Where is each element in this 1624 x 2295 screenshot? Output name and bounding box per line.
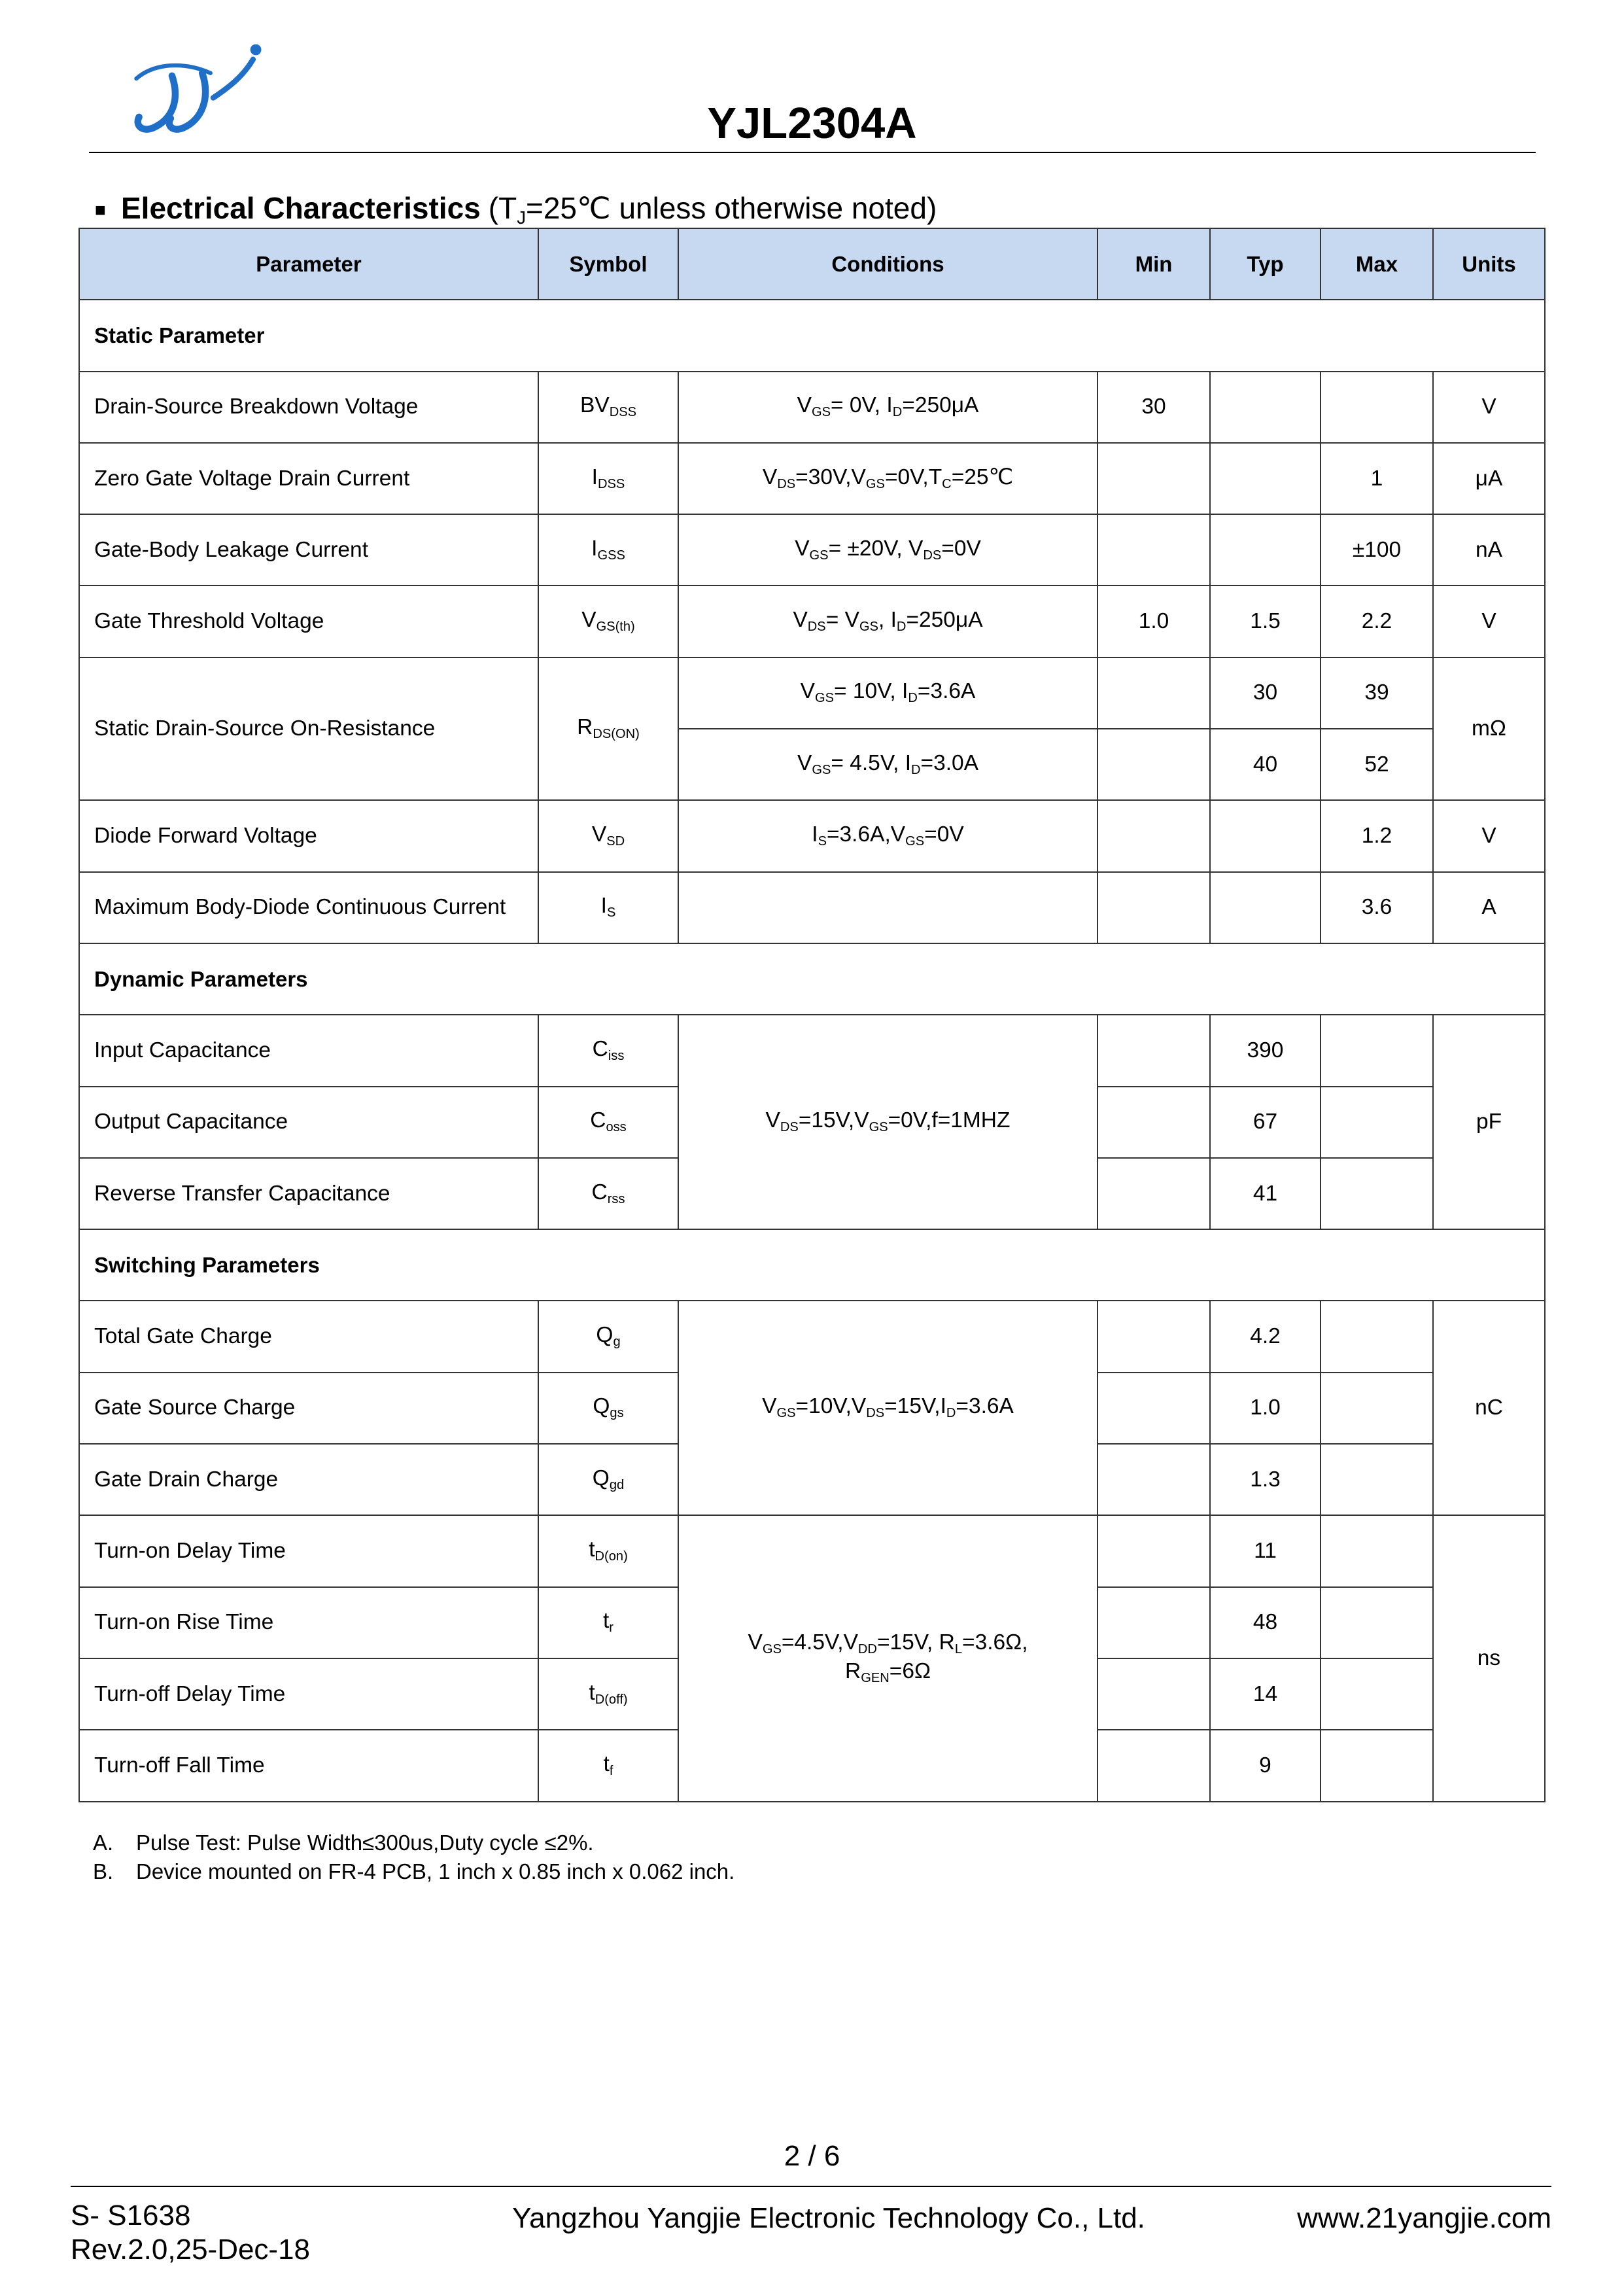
text-line [684,464,1092,493]
typ-cell: 1.5 [1210,586,1321,657]
min-cell [1097,657,1210,729]
text-segment: =3.0A [920,750,979,775]
text-segment: = 0V, I [831,393,893,418]
max-cell [1321,1158,1433,1229]
text-segment: =250μA [902,393,979,418]
subscript-text: DS [807,620,826,635]
text-segment: C [592,1036,608,1061]
text-segment: = V [825,608,859,633]
subscript-text: gd [609,1477,625,1492]
heading-title: Electrical Characteristics [121,191,481,225]
symbol-cell [538,800,678,871]
text-segment: V [762,464,778,489]
text-segment: =3.6A [917,679,976,704]
parameter-cell: Turn-on Rise Time [79,1587,538,1658]
text-segment: =15V, R [876,1630,955,1655]
typ-cell [1210,443,1321,514]
subscript-text: GS(th) [596,620,635,635]
symbol-cell [538,1658,678,1730]
table-row [79,1015,1545,1086]
text-line [684,536,1092,565]
text-segment: =25℃ [951,464,1014,489]
typ-cell [1210,872,1321,943]
symbol-cell [538,1373,678,1444]
max-cell [1321,1015,1433,1086]
symbol-cell [538,372,678,443]
page-number: 2 / 6 [784,2140,840,2172]
units-cell: mΩ [1433,657,1545,801]
text-segment: BV [579,393,610,418]
parameter-cell: Turn-on Delay Time [79,1515,538,1586]
conditions-cell [678,1515,1097,1801]
text-segment: =3.6A,V [826,822,906,847]
text-segment: =15V,V [798,1108,869,1133]
symbol-cell [538,1730,678,1801]
min-cell: 1.0 [1097,586,1210,657]
text-segment: I [591,464,598,489]
parameter-cell: Gate Source Charge [79,1373,538,1444]
subscript-text: L [954,1641,963,1656]
units-cell: V [1433,372,1545,443]
text-segment: V [795,536,810,561]
footnote-b [93,1857,734,1886]
max-cell [1321,1515,1433,1586]
typ-cell [1210,372,1321,443]
conditions-cell [678,1015,1097,1229]
subscript-text: gs [610,1406,624,1421]
subscript-text: C [942,476,952,491]
units-cell: μA [1433,443,1545,514]
min-cell [1097,1373,1210,1444]
max-cell: 39 [1321,657,1433,729]
conditions-cell [678,372,1097,443]
text-segment: C [591,1180,608,1204]
text-line [684,678,1092,707]
text-line [684,1393,1092,1422]
symbol-cell [538,443,678,514]
typ-cell: 41 [1210,1158,1321,1229]
section-title: Switching Parameters [79,1229,1545,1301]
text-segment: R [577,715,593,740]
section-title: Dynamic Parameters [79,943,1545,1015]
text-segment: =3.6A [956,1394,1014,1419]
subscript-text: GS [859,620,878,635]
text-line [684,822,1092,850]
text-segment: , I [878,608,897,633]
symbol-cell [538,1444,678,1515]
table-row [79,443,1545,514]
max-cell: 52 [1321,729,1433,800]
units-cell: V [1433,586,1545,657]
text-segment: Q [596,1323,613,1348]
symbol-cell [538,1158,678,1229]
section-title-row [79,1229,1545,1301]
typ-cell: 40 [1210,729,1321,800]
text-segment: =10V,V [795,1394,867,1419]
typ-cell: 48 [1210,1587,1321,1658]
subscript-text: GS [865,476,885,491]
min-cell [1097,872,1210,943]
parameter-cell: Turn-off Fall Time [79,1730,538,1801]
table-row [79,1515,1545,1586]
text-segment: I [812,822,818,847]
typ-cell: 30 [1210,657,1321,729]
text-segment: t [589,1680,595,1705]
typ-cell: 4.2 [1210,1301,1321,1372]
text-segment: V [797,393,812,418]
units-cell: nA [1433,514,1545,586]
text-segment: =0V,T [884,464,942,489]
text-segment: =4.5V,V [781,1630,858,1655]
typ-cell: 1.3 [1210,1444,1321,1515]
min-cell [1097,1587,1210,1658]
text-segment: =15V,I [884,1394,946,1419]
text-segment: V [748,1630,763,1655]
symbol-cell [538,1515,678,1586]
conditions-cell [678,443,1097,514]
text-segment: Q [593,1394,610,1419]
max-cell [1321,1301,1433,1372]
subscript-text: GS [809,548,829,563]
text-segment: =25℃ unless otherwise noted) [525,191,937,225]
subscript-text: SD [606,834,625,849]
subscript-text: GS [762,1641,782,1656]
footer-company-name: Yangzhou Yangjie Electronic Technology Co., Ltd. [512,2202,1145,2234]
min-cell [1097,1444,1210,1515]
subscript-text: D(off) [595,1692,628,1707]
text-segment: t [603,1751,610,1776]
text-segment: (T [488,191,517,225]
typ-cell: 390 [1210,1015,1321,1086]
parameter-cell: Zero Gate Voltage Drain Current [79,443,538,514]
max-cell: 2.2 [1321,586,1433,657]
footnote-text: Device mounted on FR-4 PCB, 1 inch x 0.85 inch x 0.062 inch. [136,1859,735,1883]
subscript-text: DSS [597,476,625,491]
text-line [684,607,1092,636]
subscript-text: DS [777,476,796,491]
footer-divider [71,2186,1551,2187]
subscript-text: D [896,620,907,635]
text-segment: = ±20V, V [828,536,924,561]
electrical-characteristics-table [78,228,1546,1802]
subscript-text: J [517,207,526,228]
text-segment: C [590,1108,606,1133]
min-cell [1097,1015,1210,1086]
min-cell [1097,1658,1210,1730]
document-title: YJL2304A [707,99,917,148]
subscript-text: GS [811,405,831,420]
footer-website: www.21yangjie.com [1297,2202,1551,2234]
text-segment: V [797,750,812,775]
subscript-text: oss [606,1120,627,1135]
subscript-text: f [609,1763,613,1778]
subscript-text: DS [780,1120,799,1135]
typ-cell: 14 [1210,1658,1321,1730]
subscript-text: r [609,1621,613,1636]
min-cell [1097,1087,1210,1158]
table-row [79,514,1545,586]
subscript-text: D [892,405,903,420]
parameter-cell: Maximum Body-Diode Continuous Current [79,872,538,943]
footer-revision: Rev.2.0,25-Dec-18 [71,2234,311,2266]
parameter-cell: Gate-Body Leakage Current [79,514,538,586]
conditions-cell [678,514,1097,586]
subscript-text: DS [866,1406,885,1421]
symbol-cell [538,514,678,586]
typ-cell [1210,800,1321,871]
typ-cell: 9 [1210,1730,1321,1801]
max-cell [1321,1444,1433,1515]
text-segment: =250μA [906,608,983,633]
heading-condition-note [488,191,937,228]
column-header-units: Units [1433,228,1545,300]
text-line [684,750,1092,779]
symbol-cell [538,1015,678,1086]
parameter-cell: Gate Drain Charge [79,1444,538,1515]
parameter-cell: Turn-off Delay Time [79,1658,538,1730]
subscript-text: g [613,1335,621,1350]
text-line [684,1630,1092,1658]
min-cell [1097,1515,1210,1586]
units-cell: nC [1433,1301,1545,1515]
text-segment: t [589,1537,595,1562]
subscript-text: iss [608,1048,625,1063]
subscript-text: D [908,691,918,706]
min-cell [1097,514,1210,586]
symbol-cell [538,1587,678,1658]
max-cell [1321,1087,1433,1158]
text-segment: t [602,1609,610,1634]
subscript-text: GS [869,1120,888,1135]
table-body [79,300,1545,1801]
text-segment: V [762,1394,777,1419]
subscript-text: DS(ON) [593,727,640,742]
table-row [79,1301,1545,1372]
min-cell: 30 [1097,372,1210,443]
text-segment: =0V [941,536,981,561]
max-cell: 1 [1321,443,1433,514]
table-row [79,372,1545,443]
units-cell: V [1433,800,1545,871]
parameter-cell: Gate Threshold Voltage [79,586,538,657]
symbol-cell [538,586,678,657]
column-header-min: Min [1097,228,1210,300]
max-cell: 3.6 [1321,872,1433,943]
text-segment: V [793,608,808,633]
subscript-text: GEN [861,1670,890,1685]
subscript-text: DS [923,548,942,563]
subscript-text: DD [857,1641,877,1656]
subscript-text: S [606,905,616,920]
conditions-cell [678,586,1097,657]
parameter-cell: Output Capacitance [79,1087,538,1158]
min-cell [1097,1301,1210,1372]
subscript-text: D [946,1406,956,1421]
text-segment: V [765,1108,780,1133]
table-row [79,800,1545,871]
text-segment: Q [592,1465,610,1490]
text-line [684,1108,1092,1136]
header-divider [89,152,1536,153]
conditions-cell [678,1301,1097,1515]
max-cell [1321,1730,1433,1801]
text-segment: =0V [924,822,964,847]
subscript-text: GSS [597,548,625,563]
table-row [79,657,1545,729]
logo-right-swoosh [213,60,253,98]
symbol-cell [538,872,678,943]
table-header [79,228,1545,300]
text-segment: V [581,608,596,633]
subscript-text: GS [776,1406,796,1421]
max-cell [1321,372,1433,443]
text-line [684,393,1092,421]
typ-cell: 67 [1210,1087,1321,1158]
subscript-text: rss [607,1191,625,1206]
column-header-conditions: Conditions [678,228,1097,300]
parameter-cell: Diode Forward Voltage [79,800,538,871]
table-header-row [79,228,1545,300]
max-cell [1321,1587,1433,1658]
column-header-parameter: Parameter [79,228,538,300]
text-segment: V [800,679,815,704]
section-title: Static Parameter [79,300,1545,371]
min-cell [1097,800,1210,871]
text-segment: =0V,f=1MHZ [888,1108,1011,1133]
text-segment: =30V,V [795,464,866,489]
conditions-cell [678,872,1097,943]
text-segment: V [591,822,607,847]
typ-cell: 11 [1210,1515,1321,1586]
max-cell [1321,1373,1433,1444]
text-line [684,1658,1092,1687]
parameter-cell: Reverse Transfer Capacitance [79,1158,538,1229]
units-cell: ns [1433,1515,1545,1801]
column-header-typ: Typ [1210,228,1321,300]
max-cell [1321,1658,1433,1730]
text-segment: =3.6Ω, [962,1630,1028,1655]
typ-cell: 1.0 [1210,1373,1321,1444]
symbol-cell [538,1301,678,1372]
parameter-cell: Total Gate Charge [79,1301,538,1372]
min-cell [1097,729,1210,800]
symbol-cell [538,657,678,801]
text-segment: = 10V, I [834,679,908,704]
column-header-symbol: Symbol [538,228,678,300]
subscript-text: GS [905,834,925,849]
subscript-text: DSS [609,405,637,420]
parameter-cell: Drain-Source Breakdown Voltage [79,372,538,443]
min-cell [1097,1158,1210,1229]
text-segment: =6Ω [889,1658,931,1683]
conditions-cell [678,729,1097,800]
section-heading [95,190,937,226]
parameter-cell: Static Drain-Source On-Resistance [79,657,538,801]
units-cell: pF [1433,1015,1545,1229]
min-cell [1097,443,1210,514]
footnote-text: Pulse Test: Pulse Width≤300us,Duty cycle ≤2%. [136,1831,594,1855]
bullet-square: ■ [95,200,106,220]
units-cell: A [1433,872,1545,943]
footnote-label: B. [93,1859,114,1883]
conditions-cell [678,800,1097,871]
text-segment: = 4.5V, I [831,750,912,775]
text-segment: I [591,536,598,561]
subscript-text: D(on) [595,1549,628,1564]
parameter-cell: Input Capacitance [79,1015,538,1086]
logo-dot [251,44,262,56]
footer-document-id: S- S1638 [71,2199,191,2232]
footnote-label: A. [93,1831,114,1855]
section-title-row [79,943,1545,1015]
typ-cell [1210,514,1321,586]
table-row [79,586,1545,657]
text-segment: I [600,894,607,919]
symbol-cell [538,1087,678,1158]
section-title-row [79,300,1545,371]
text-segment: R [845,1658,861,1683]
table-row [79,872,1545,943]
min-cell [1097,1730,1210,1801]
subscript-text: GS [814,691,835,706]
conditions-cell [678,657,1097,729]
max-cell: ±100 [1321,514,1433,586]
column-header-max: Max [1321,228,1433,300]
subscript-text: GS [812,762,831,777]
subscript-text: D [911,762,921,777]
subscript-text: S [818,834,827,849]
footnote-a [93,1829,594,1857]
max-cell: 1.2 [1321,800,1433,871]
